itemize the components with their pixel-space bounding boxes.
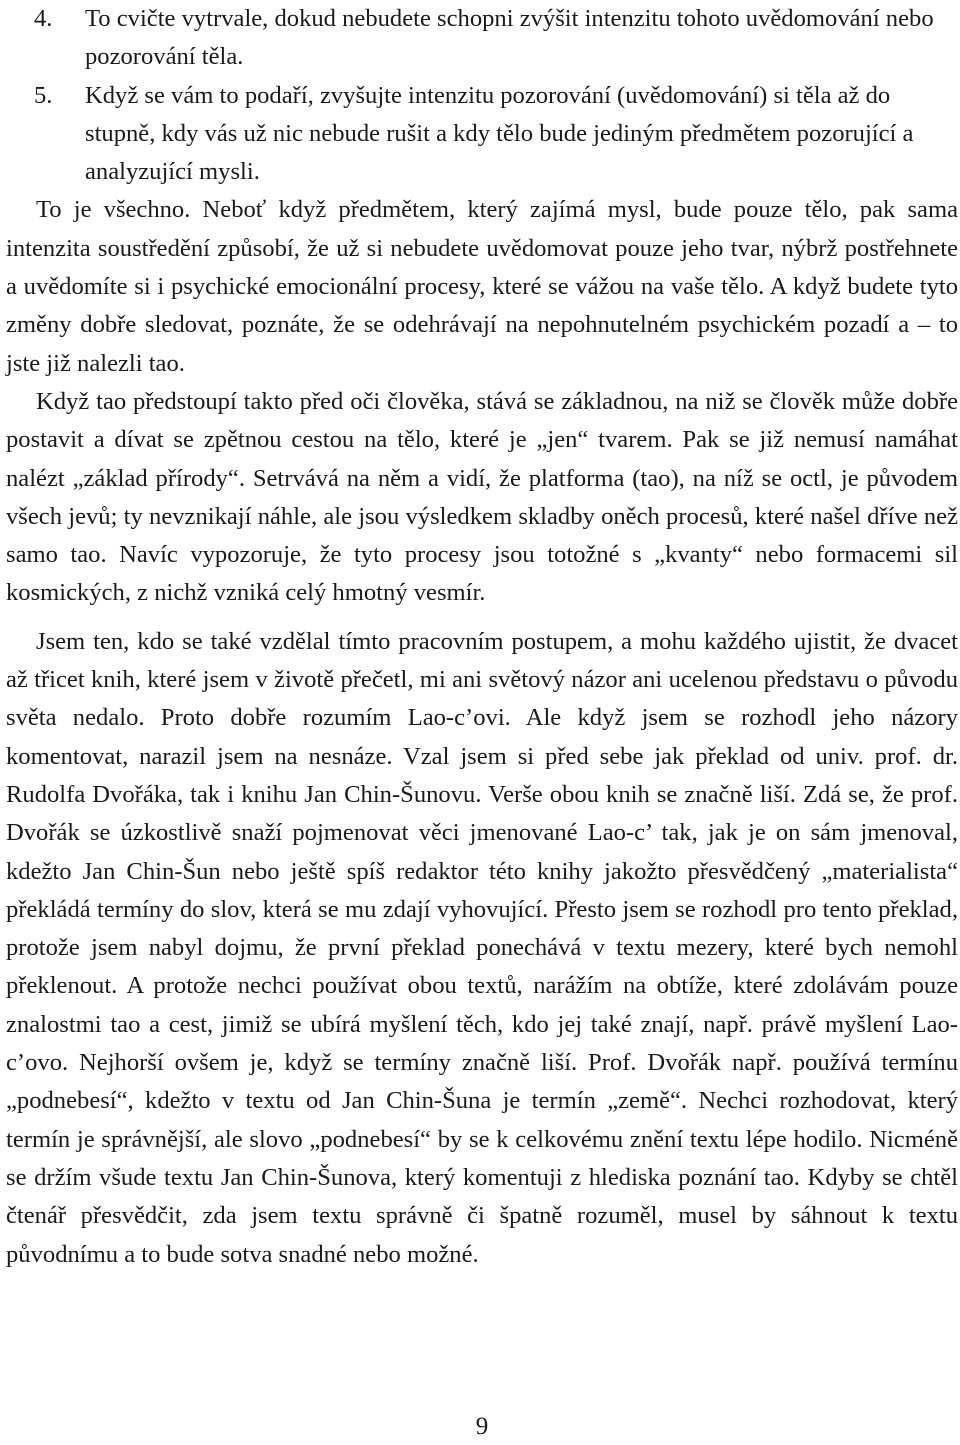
list-item-text: To cvičte vytrvale, dokud nebudete schopni zvýšit intenzitu tohoto uvědomování nebo pozorování těla.: [85, 5, 934, 71]
paragraph-tao: Když tao předstoupí takto před oči člověka, stává se základnou, na niž se člověk může dobře postavit a dívat se zpětnou cestou na tělo, které je „jen“ tvarem. Pak se již nemusí namáhat nalézt „základ přírody“. Setrvává na něm a vidí, že platforma (tao), na níž se octl, je původem všech jevů; ty nevznikají náhle, ale jsou výsledkem skladby oněch procesů, které našel dříve než samo tao. Navíc vypozoruje, že tyto procesy jsou totožné s „kvanty“ nebo formacemi sil kosmických, z nichž vzniká celý hmotný vesmír.: [6, 387, 958, 607]
numbered-list: [6, 0, 958, 191]
page-number: 9: [475, 1413, 489, 1440]
list-item: [6, 77, 958, 192]
list-item-number: 4.: [34, 5, 53, 32]
paragraph-translation: Jsem ten, kdo se také vzdělal tímto pracovním postupem, a mohu každého ujistit, že dvacet až třicet knih, které jsem v životě přečetl, mi ani světový názor ani ucelenou představu o původu světa nedalo. Proto dobře rozumím Lao-c’ovi. Ale když jsem se rozhodl jeho názory komentovat, narazil jsem na nesnáze. Vzal jsem si před sebe jak překlad od univ. prof. dr. Rudolfa Dvořáka, tak i knihu Jan Chin-Šunovu. Verše obou knih se značně liší. Zdá se, že prof. Dvořák se úzkostlivě snaží pojmenovat věci jmenované Lao-c’ tak, jak je on sám jmenoval, kdežto Jan Chin-Šun nebo ještě spíš redaktor této knihy jakožto přesvědčený „materialista“ překládá termíny do slov, která se mu zdají vyhovující. Přesto jsem se rozhodl pro tento překlad, protože jsem nabyl dojmu, že první překlad ponechává v textu mezery, které bych nemohl překlenout. A protože nechci používat obou textů, narážím na obtíže, které zdolávám pouze znalostmi tao a cest, jimiž se ubírá myšlení těch, kdo jej také znají, např. právě myšlení Lao-c’ovo. Nejhorší ovšem je, když se termíny značně liší. Prof. Dvořák např. používá termínu „podnebesí“, kdežto v textu od Jan Chin-Šuna je termín „země“. Nechci rozhodovat, který termín je správnější, ale slovo „podnebesí“ by se k celkovému znění textu lépe hodilo. Nicméně se držím všude textu Jan Chin-Šunova, který komentuji z hlediska poznání tao. Kdyby se chtěl čtenář přesvědčit, zda jsem textu správně či špatně rozuměl, musel by sáhnout k textu původnímu a to bude sotva snadné nebo možné.: [6, 627, 958, 1268]
list-item: [6, 0, 958, 77]
list-item-text: Když se vám to podaří, zvyšujte intenzitu pozorování (uvědomování) si těla až do stupně, kdy vás už nic nebude rušit a kdy tělo bude jediným předmětem pozorující a analyzující mysli.: [85, 81, 914, 186]
list-item-number: 5.: [34, 81, 53, 109]
body-text: [6, 0, 958, 1274]
paragraph-conclusion: To je všechno. Neboť když předmětem, který zajímá mysl, bude pouze tělo, pak sama intenzita soustředění způsobí, že už si nebudete uvědomovat pouze jeho tvar, nýbrž postřehnete a uvědomíte si i psychické emocionální procesy, které se vážou na vaše tělo. A když budete tyto změny dobře sledovat, poznáte, že se odehrávají na nepohnutelném psychickém pozadí a – to jste již nalezli tao.: [6, 196, 958, 377]
document-page: [6, 0, 958, 1445]
